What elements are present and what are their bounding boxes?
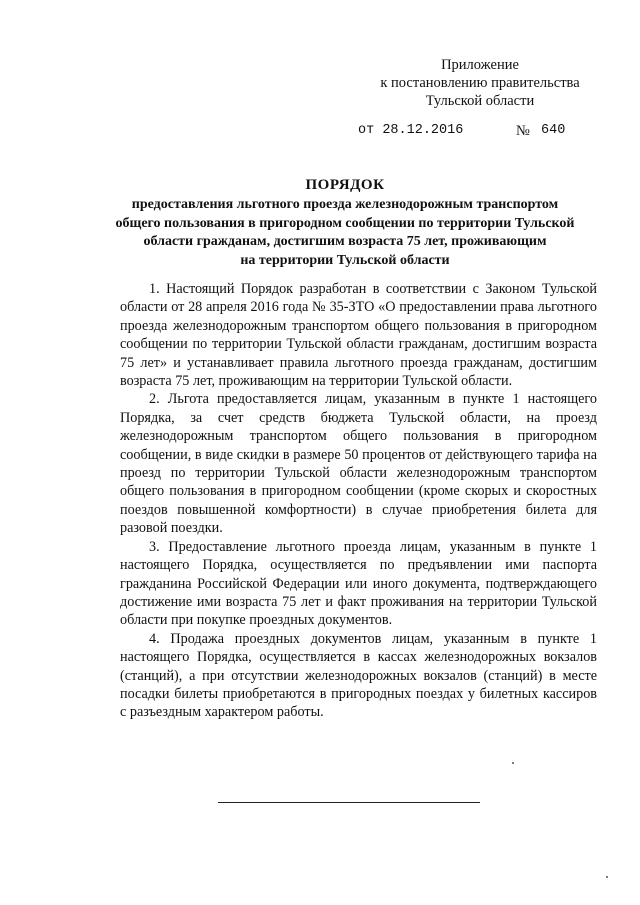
- paragraph-4: 4. Продажа проездных документов лицам, указанным в пункте 1 настоящего Порядка, осуществляется в кассах железнодорожных вокзалов (станций), а при отсутствии железнодорожных вокзалов (станций) в месте посадки билеты приобретаются в пригородных поездах у билетных кассиров с разъездным характером работы.: [120, 630, 597, 721]
- document-date: 28.12.2016: [382, 123, 464, 138]
- document-title: ПОРЯДОК: [305, 177, 385, 193]
- appendix-header: [360, 56, 600, 110]
- number-sign: №: [516, 123, 530, 139]
- subtitle-line-2: общего пользования в пригородном сообщении по территории Тульской: [115, 215, 575, 231]
- scan-speck: [512, 762, 514, 764]
- subtitle-line-3: области гражданам, достигшим возраста 75 лет, проживающим: [143, 234, 547, 249]
- paragraph-3: 3. Предоставление льготного проезда лицам, указанным в пункте 1 настоящего Порядка, осуществляется по предъявлении ими паспорта гражданина Российской Федерации или иного документа, подтверждающего достижение ими возраста 75 лет и факт проживания на территории Тульской области при покупке проездных документов.: [120, 538, 597, 629]
- closing-rule: [218, 802, 480, 803]
- appendix-line-3: Тульской области: [425, 93, 535, 109]
- paragraph-2: 2. Льгота предоставляется лицам, указанным в пункте 1 настоящего Порядка, за счет средств бюджета Тульской области, на проезд железнодорожным транспортом общего пользования в пригородном сообщении, в виде скидки в размере 50 процентов от действующего тарифа на проезд по территории Тульской области железнодорожным транспортом общего пользования в пригородном сообщении (кроме скорых и скоростных поездов повышенной комфортности) в случае приобретения билета для разовой поездки.: [120, 391, 597, 537]
- document-body: [120, 280, 597, 722]
- appendix-line-2: к постановлению правительства: [380, 75, 580, 91]
- subtitle-line-1: предоставления льготного проезда железнодорожным транспортом: [131, 197, 559, 212]
- scan-speck: [606, 876, 608, 878]
- paragraph-1: 1. Настоящий Порядок разработан в соответствии с Законом Тульской области от 28 апреля 2016 года № 35-ЗТО «О предоставлении права льготного проезда железнодорожным транспортом общего пользования в пригородном сообщении по территории Тульской области гражданам, достигшим возраста 75 лет» и устанавливает правила льготного проезда гражданам, достигшим возраста 75 лет, проживающим на территории Тульской области.: [120, 281, 597, 390]
- subtitle-line-4: на территории Тульской области: [240, 252, 450, 268]
- appendix-line-1: Приложение: [441, 57, 519, 73]
- date-number-line: [358, 123, 598, 138]
- document-subtitle: [95, 196, 595, 270]
- document-number: 640: [541, 123, 566, 138]
- date-prefix: от: [358, 123, 375, 138]
